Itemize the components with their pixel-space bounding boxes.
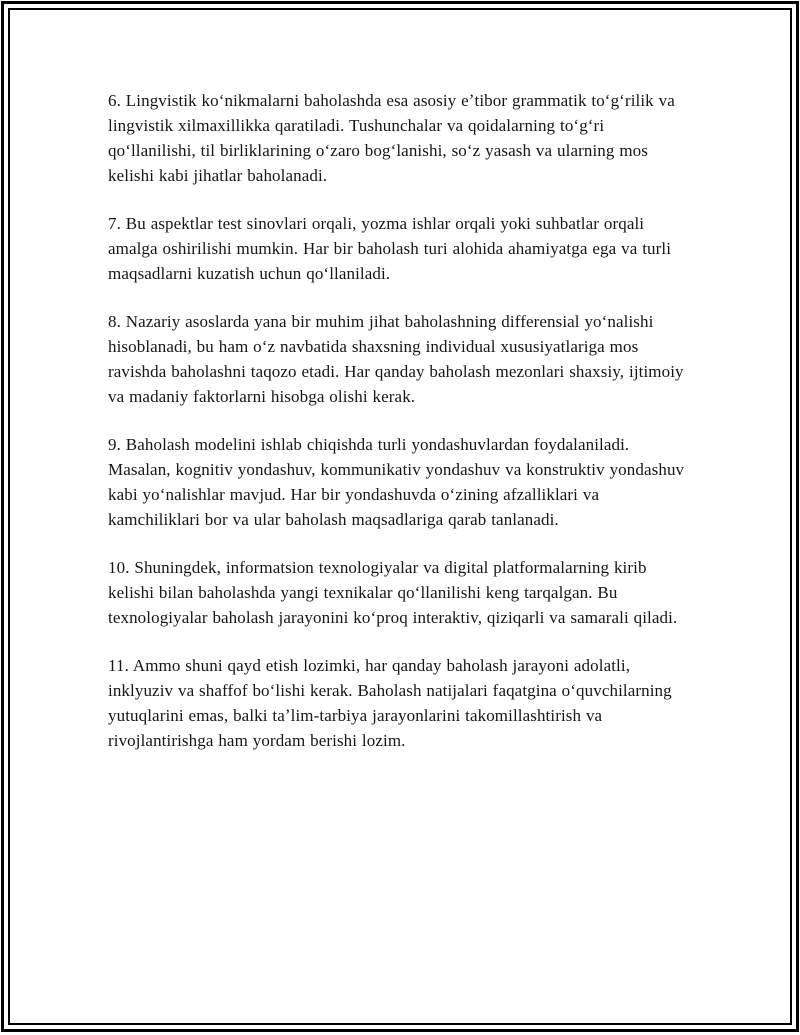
document-content	[10, 10, 790, 753]
paragraph-8: 8. Nazariy asoslarda yana bir muhim jihat baholashning differensial yoʻnalishi hisoblanadi, bu ham oʻz navbatida shaxsning individual xususiyatlariga mos ravishda baholashni taqozo etadi. Har qanday baholash mezonlari shaxsiy, ijtimoiy va madaniy faktorlarni hisobga olishi kerak.	[108, 312, 684, 406]
page-outer-border	[1, 1, 799, 1032]
paragraph-7: 7. Bu aspektlar test sinovlari orqali, yozma ishlar orqali yoki suhbatlar orqali amalga oshirilishi mumkin. Har bir baholash turi alohida ahamiyatga ega va turli maqsadlarni kuzatish uchun qoʻllaniladi.	[108, 214, 672, 283]
paragraph-9: 9. Baholash modelini ishlab chiqishda turli yondashuvlardan foydalaniladi. Masalan, kognitiv yondashuv, kommunikativ yondashuv va konstruktiv yondashuv kabi yoʻnalishlar mavjud. Har bir yondashuvda oʻzining afzalliklari va kamchiliklari bor va ular baholash maqsadlariga qarab tanlanadi.	[108, 435, 685, 529]
paragraph-11: 11. Ammo shuni qayd etish lozimki, har qanday baholash jarayoni adolatli, inklyuziv va shaffof boʻlishi kerak. Baholash natijalari faqatgina oʻquvchilarning yutuqlarini emas, balki taʼlim-tarbiya jarayonlarini takomillashtirish va rivojlantirishga ham yordam berishi lozim.	[108, 656, 672, 750]
paragraph-10: 10. Shuningdek, informatsion texnologiyalar va digital platformalarning kirib kelishi bilan baholashda yangi texnikalar qoʻllanilishi keng tarqalgan. Bu texnologiyalar baholash jarayonini koʻproq interaktiv, qiziqarli va samarali qiladi.	[108, 558, 678, 627]
page-inner-border	[8, 8, 792, 1025]
paragraph-6: 6. Lingvistik koʻnikmalarni baholashda esa asosiy eʼtibor grammatik toʻgʻrilik va lingvistik xilmaxillikka qaratiladi. Tushunchalar va qoidalarning toʻgʻri qoʻllanilishi, til birliklarining oʻzaro bogʻlanishi, soʻz yasash va ularning mos kelishi kabi jihatlar baholanadi.	[108, 91, 675, 185]
